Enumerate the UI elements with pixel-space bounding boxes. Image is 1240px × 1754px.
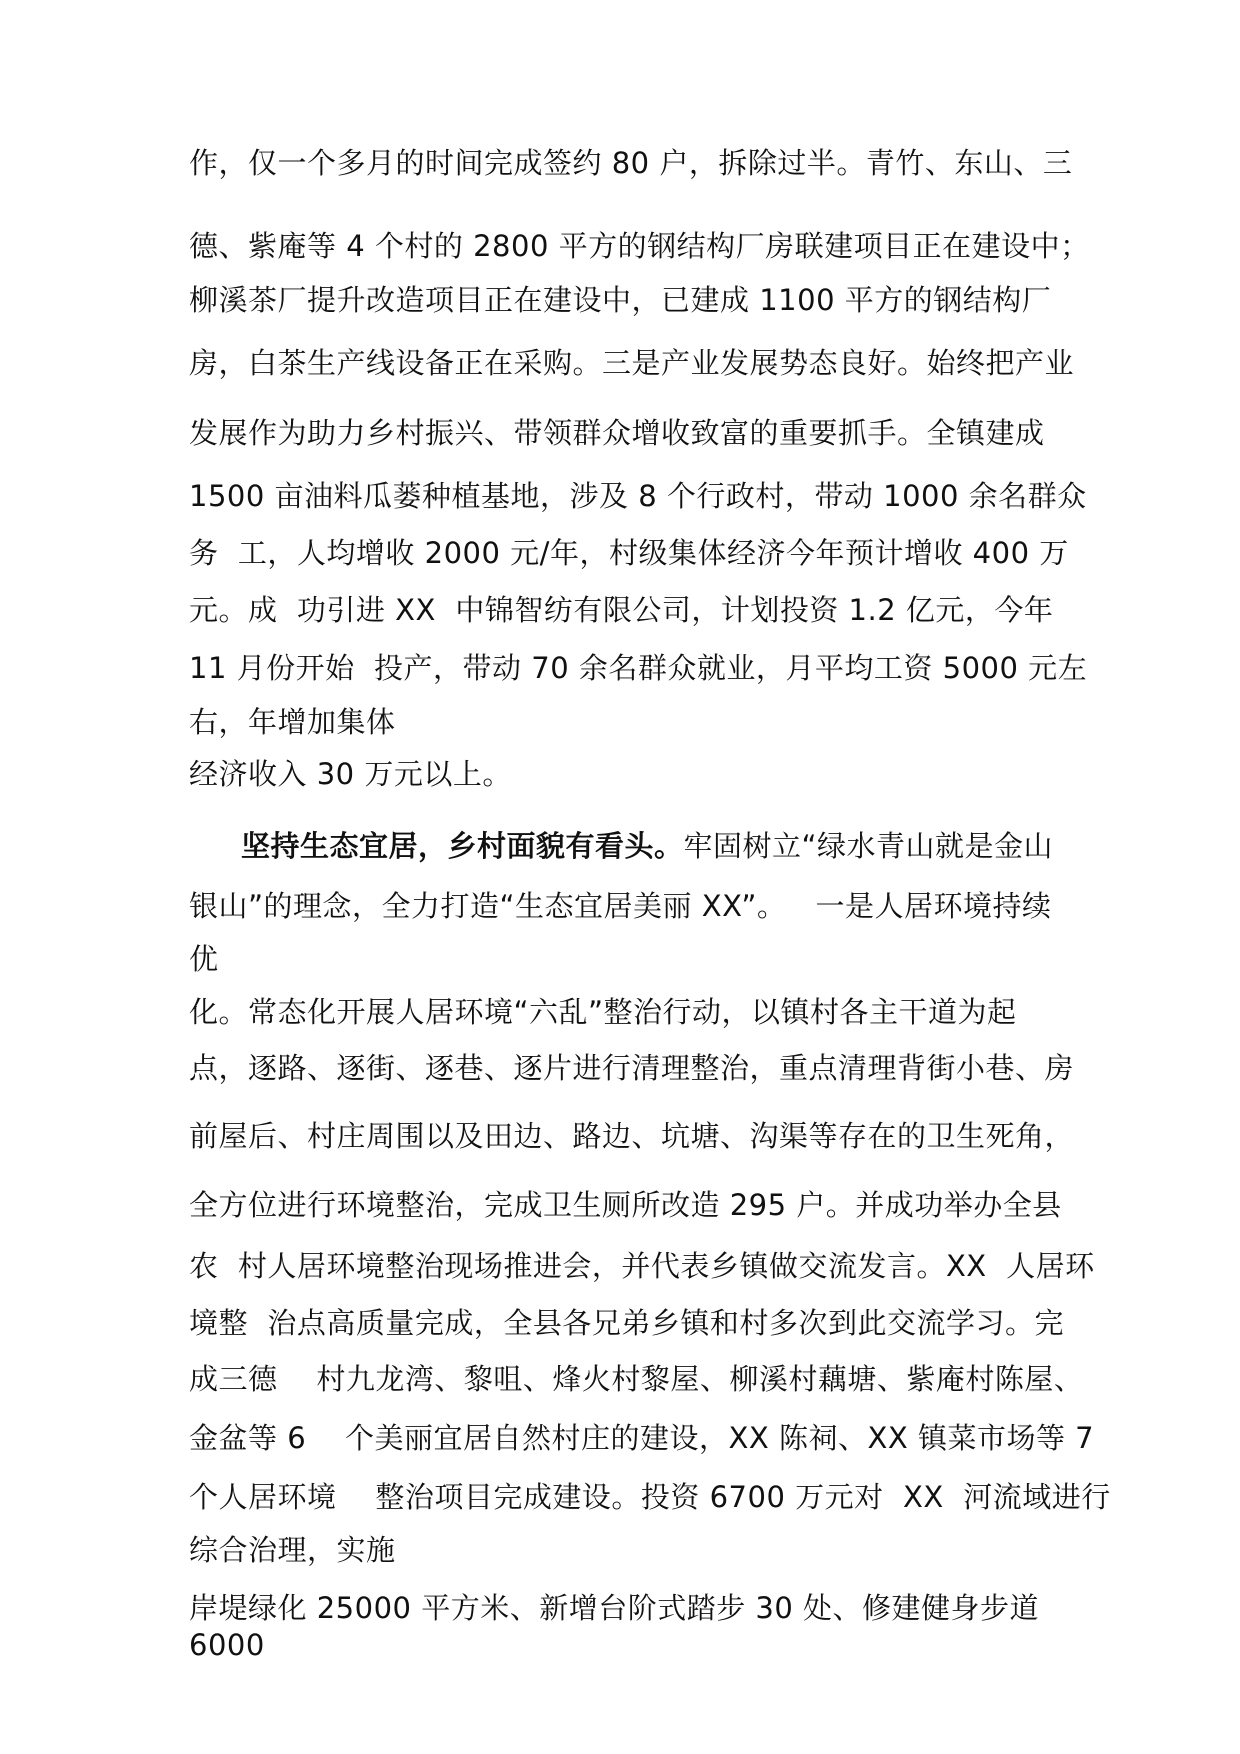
paragraph-line: 综合治理，实施 <box>189 1533 396 1567</box>
paragraph-line: 岸堤绿化 25000 平方米、新增台阶式踏步 30 处、修建健身步道 <box>189 1591 1040 1625</box>
paragraph-heading: 坚持生态宜居，乡村面貌有看头。 <box>241 829 684 863</box>
paragraph-line: 柳溪茶厂提升改造项目正在建设中，已建成 1100 平方的钢结构厂 <box>189 283 1052 317</box>
paragraph-line: 元。成 功引进 XX 中锦智纺有限公司，计划投资 1.2 亿元，今年 <box>189 593 1054 627</box>
paragraph-line: 右，年增加集体 <box>189 705 396 739</box>
paragraph-text: 牢固树立“绿水青山就是金山 <box>683 829 1054 863</box>
paragraph-line: 农 村人居环境整治现场推进会，并代表乡镇做交流发言。XX 人居环 <box>189 1249 1095 1283</box>
paragraph-line: 德、紫庵等 4 个村的 2800 平方的钢结构厂房联建项目正在建设中； <box>189 229 1090 263</box>
paragraph-line: 化。常态化开展人居环境“六乱”整治行动，以镇村各主干道为起 <box>189 995 1017 1029</box>
paragraph-line: 11 月份开始 投产，带动 70 余名群众就业，月平均工资 5000 元左 <box>189 651 1088 685</box>
paragraph-line: 优 <box>189 942 219 976</box>
paragraph-line: 房，白茶生产线设备正在采购。三是产业发展势态良好。始终把产业 <box>189 346 1075 380</box>
paragraph-line: 发展作为助力乡村振兴、带领群众增收致富的重要抓手。全镇建成 <box>189 416 1045 450</box>
paragraph-line: 金盆等 6 个美丽宜居自然村庄的建设，XX 陈祠、XX 镇菜市场等 7 <box>189 1421 1095 1455</box>
paragraph-line: 前屋后、村庄周围以及田边、路边、坑塘、沟渠等存在的卫生死角， <box>189 1119 1075 1153</box>
paragraph-line: 全方位进行环境整治，完成卫生厕所改造 295 户。并成功举办全县 <box>189 1188 1062 1222</box>
paragraph-line: 境整 治点高质量完成，全县各兄弟乡镇和村多次到此交流学习。完 <box>189 1306 1064 1340</box>
paragraph-line: 点，逐路、逐街、逐巷、逐片进行清理整治，重点清理背街小巷、房 <box>189 1051 1075 1085</box>
paragraph-line: 务 工，人均增收 2000 元/年，村级集体经济今年预计增收 400 万 <box>189 536 1069 570</box>
paragraph-line: 经济收入 30 万元以上。 <box>189 757 512 791</box>
paragraph-line: 银山”的理念，全力打造“生态宜居美丽 XX”。 一是人居环境持续 <box>189 889 1052 923</box>
paragraph-line: 作，仅一个多月的时间完成签约 80 户，拆除过半。青竹、东山、三 <box>189 146 1073 180</box>
paragraph-first-line <box>241 828 1053 864</box>
paragraph-line: 成三德 村九龙湾、黎咀、烽火村黎屋、柳溪村藕塘、紫庵村陈屋、 <box>189 1362 1084 1396</box>
paragraph-line: 1500 亩油料瓜蒌种植基地，涉及 8 个行政村，带动 1000 余名群众 <box>189 479 1087 513</box>
paragraph-line: 6000 <box>189 1628 265 1662</box>
paragraph-line: 个人居环境 整治项目完成建设。投资 6700 万元对 XX 河流域进行 <box>189 1480 1111 1514</box>
